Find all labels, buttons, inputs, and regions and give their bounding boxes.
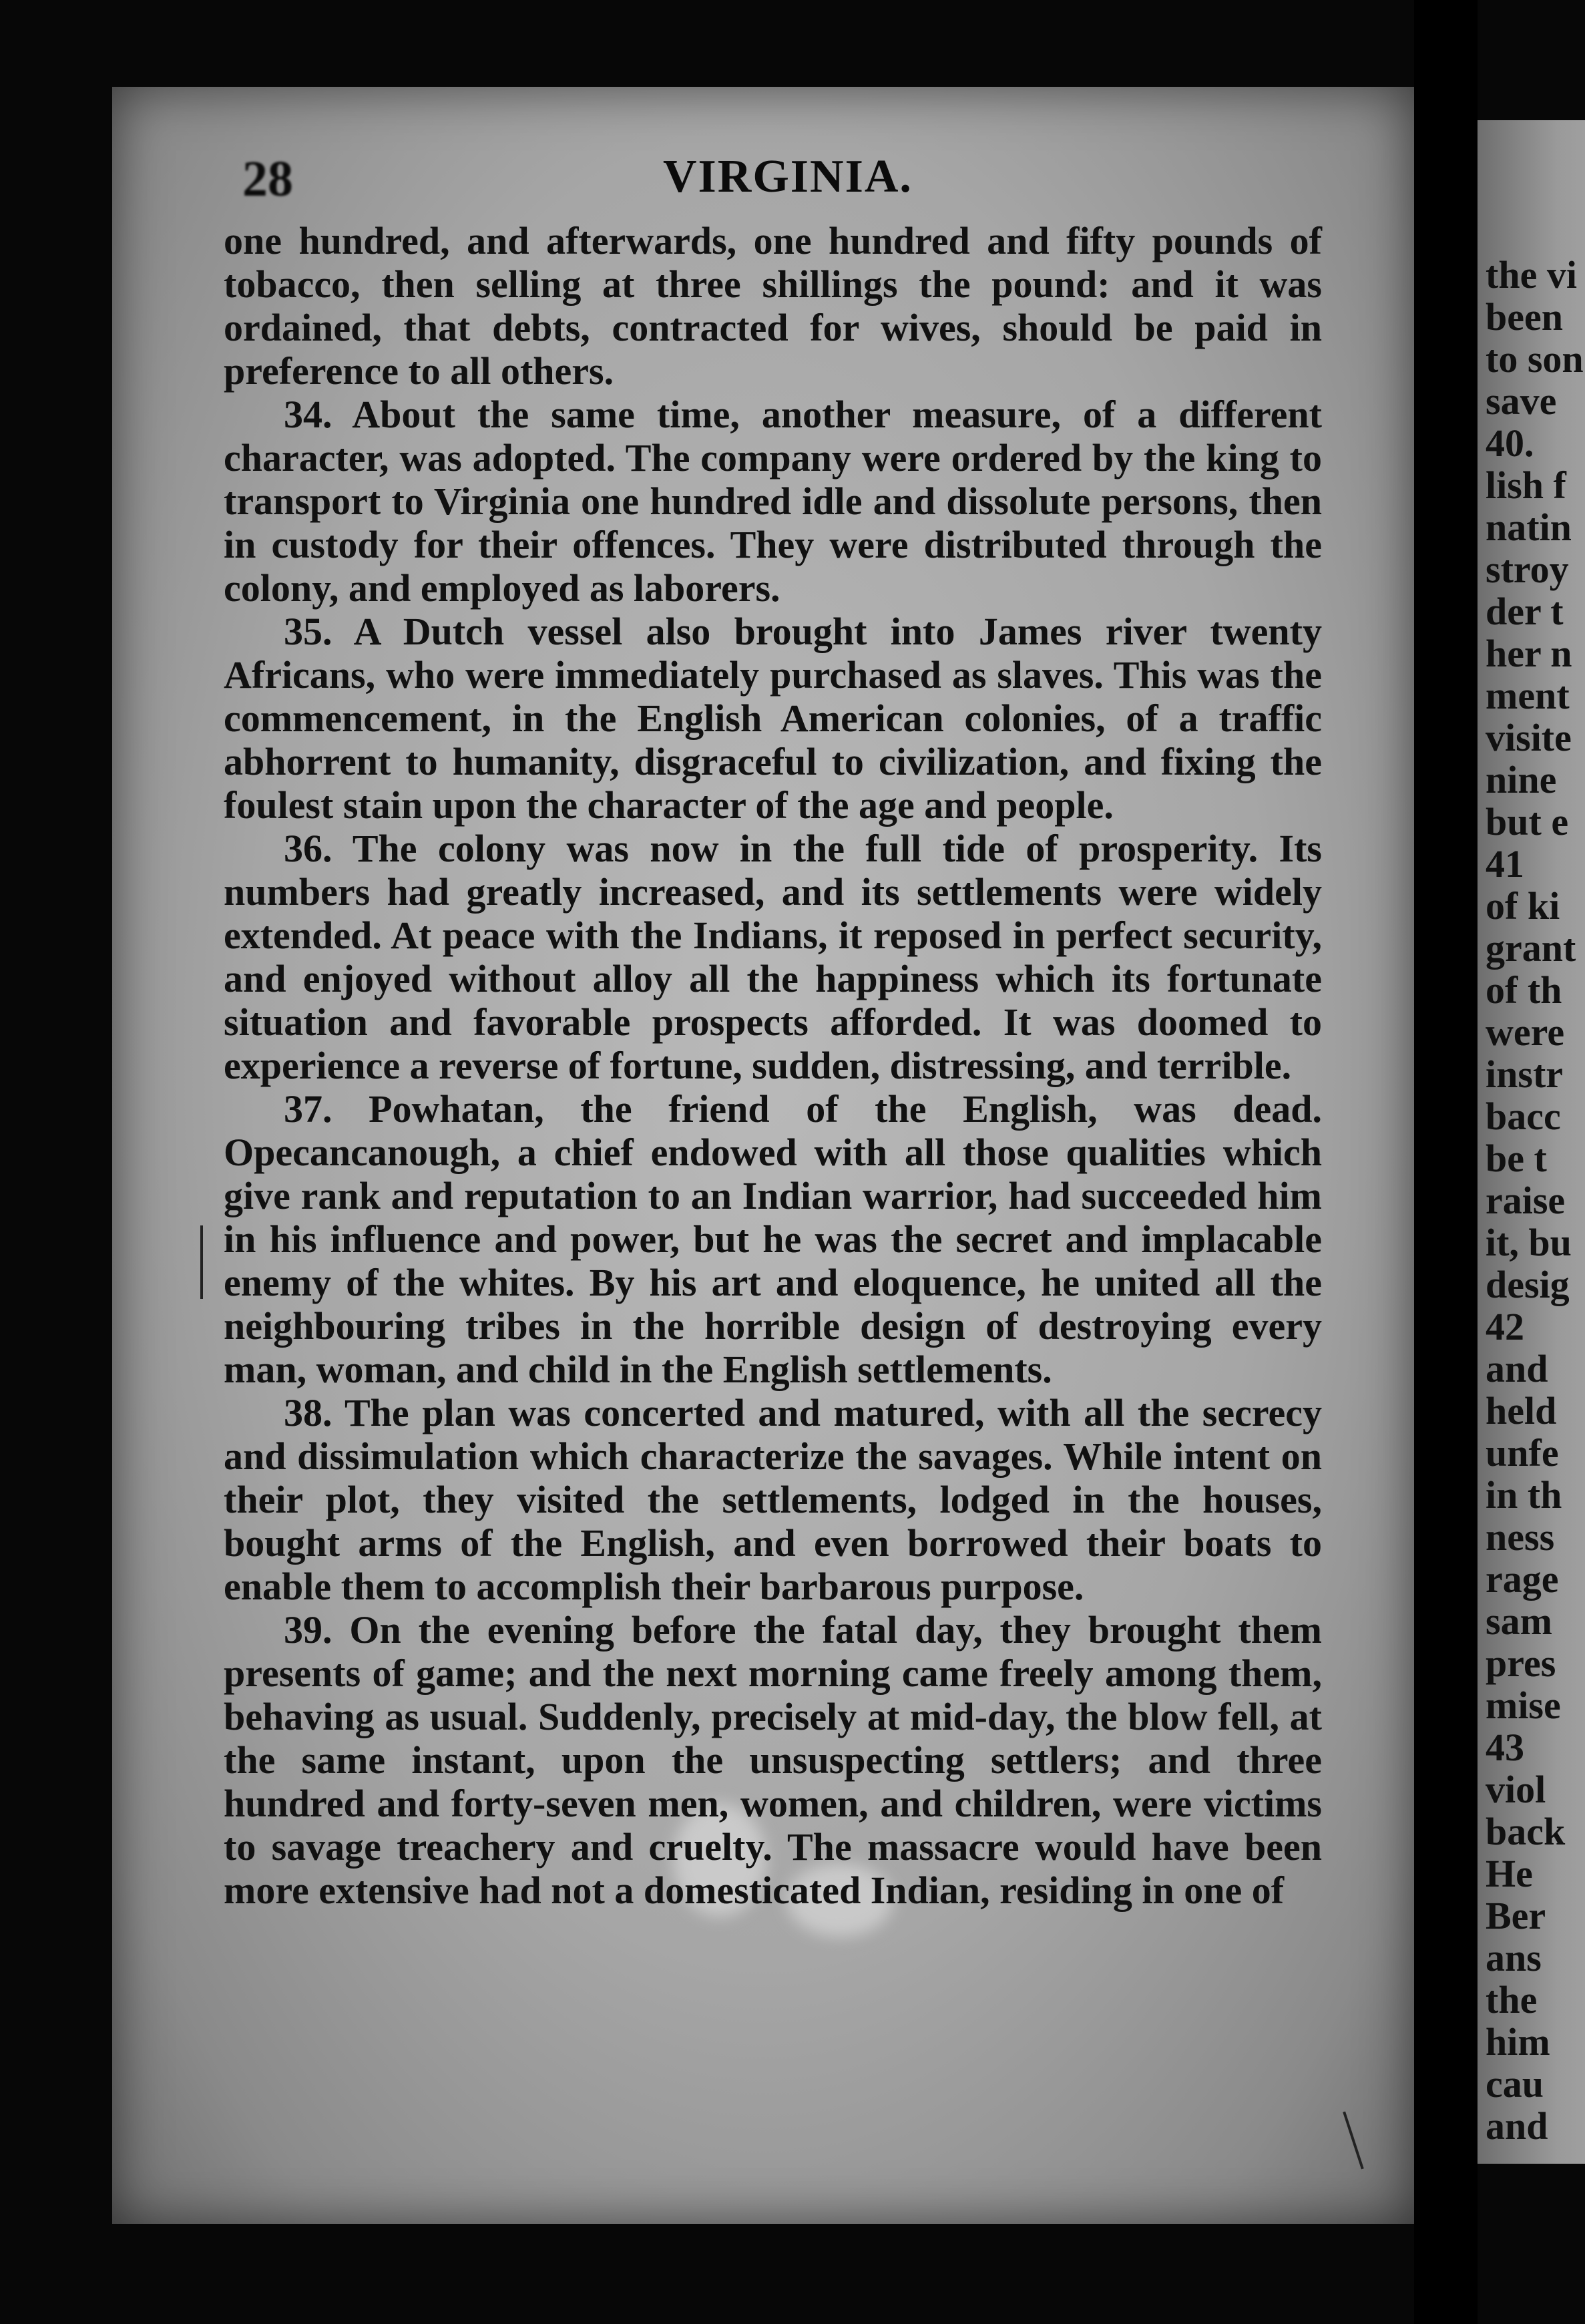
running-head-title: VIRGINIA.: [663, 151, 913, 202]
facing-page-line: of th: [1486, 968, 1562, 1012]
facing-page-line: der t: [1486, 590, 1564, 633]
facing-page-line: nine: [1486, 758, 1557, 801]
facing-page-line: in th: [1486, 1473, 1562, 1517]
facing-page-line: her n: [1486, 632, 1572, 675]
facing-page-line: unfe: [1486, 1431, 1559, 1475]
paragraph-continued: one hundred, and afterwards, one hundred and fifty pounds of tobacco, then selling at three shillings the pound: and it was ordained, that debts, contracted for wives, should be paid in preference to all others.: [224, 219, 1322, 393]
facing-page-line: viol: [1486, 1768, 1546, 1811]
facing-page-line: back: [1486, 1810, 1566, 1853]
facing-page-line: natin: [1486, 506, 1572, 549]
facing-page-line: and: [1486, 1347, 1548, 1390]
paragraph-37: 37. Powhatan, the friend of the English, was dead. Opecancanough, a chief endowed with all those qualities which give rank and reputation to an Indian warrior, had succeeded him in his influence and power, but he was the secret and implacable enemy of the whites. By his art and eloquence, he united all the neighbouring tribes in the horrible design of destroying every man, woman, and child in the English settlements.: [224, 1087, 1322, 1391]
page-number: 28: [242, 151, 293, 207]
facing-page-line: grant: [1486, 926, 1576, 970]
facing-page-line: lish f: [1486, 463, 1566, 507]
facing-page-line: instr: [1486, 1052, 1563, 1096]
facing-page-line: visite: [1486, 716, 1572, 759]
facing-page-line: of ki: [1486, 884, 1560, 928]
paragraph-35: 35. A Dutch vessel also brought into James river twenty Africans, who were immediately purchased as slaves. This was the commencement, in the English American colonies, of a traffic abhorrent to humanity, disgraceful to civilization, and fixing the foulest stain upon the character of the age and people.: [224, 610, 1322, 827]
facing-page-line: cau: [1486, 2062, 1544, 2106]
facing-page-line: He: [1486, 1852, 1533, 1895]
facing-page-line: ness: [1486, 1515, 1555, 1559]
paragraph-34: 34. About the same time, another measure, of a different character, was adopted. The company were ordered by the king to transport to Virginia one hundred idle and dissolute persons, then in custody for their offences. They were distributed through the colony, and employed as laborers.: [224, 393, 1322, 610]
facing-page-line: sam: [1486, 1599, 1552, 1643]
facing-page-line: mise: [1486, 1684, 1561, 1727]
book-gutter: [1414, 0, 1478, 2324]
facing-page-line: him: [1486, 2020, 1550, 2064]
facing-page-line: held: [1486, 1389, 1557, 1432]
facing-page-line: but e: [1486, 800, 1569, 843]
facing-page-line: ment: [1486, 674, 1570, 717]
facing-page-line: 42: [1486, 1305, 1524, 1348]
paragraph-36: 36. The colony was now in the full tide of prosperity. Its numbers had greatly increased, and its settlements were widely extended. At peace with the Indians, it reposed in perfect security, and enjoyed without alloy all the happiness which its fortunate situation and favorable prospects afforded. It was doomed to experience a reverse of fortune, sudden, distressing, and terrible.: [224, 827, 1322, 1087]
facing-page-line: the: [1486, 1978, 1538, 2021]
facing-page-text: [1486, 254, 1584, 2147]
facing-page-line: it, bu: [1486, 1221, 1572, 1264]
facing-page-line: 40.: [1486, 421, 1534, 465]
facing-page-line: raise: [1486, 1179, 1566, 1222]
facing-page-line: the vi: [1486, 253, 1577, 297]
facing-page-line: save: [1486, 379, 1557, 423]
margin-pencil-mark: [200, 1225, 203, 1299]
facing-page-line: Ber: [1486, 1894, 1546, 1937]
facing-page-line: were: [1486, 1010, 1565, 1054]
paragraph-39: 39. On the evening before the fatal day, they brought them presents of game; and the next morning came freely among them, behaving as usual. Suddenly, precisely at mid-day, the blow fell, at the same instant, upon the unsuspecting settlers; and three hundred and forty-seven men, women, and children, were victims to savage treachery and cruelty. The massacre would have been more extensive had not a domesticated Indian, residing in one of: [224, 1608, 1322, 1912]
facing-page-line: stroy: [1486, 548, 1569, 591]
facing-page-line: bacc: [1486, 1095, 1561, 1138]
facing-page-line: be t: [1486, 1137, 1547, 1180]
facing-page-line: 41: [1486, 842, 1524, 886]
facing-page-line: rage: [1486, 1557, 1559, 1601]
facing-page-line: ans: [1486, 1936, 1542, 1979]
paragraph-38: 38. The plan was concerted and matured, with all the secrecy and dissimulation which characterize the savages. While intent on their plot, they visited the settlements, lodged in the houses, bought arms of the English, and even borrowed their boats to enable them to accomplish their barbarous purpose.: [224, 1391, 1322, 1608]
facing-page-line: to son: [1486, 337, 1584, 381]
facing-page-line: 43: [1486, 1726, 1524, 1769]
facing-page-edge: [1478, 120, 1585, 2164]
facing-page-line: pres: [1486, 1641, 1556, 1685]
page-body-text: [224, 219, 1322, 1912]
facing-page-line: been: [1486, 295, 1563, 339]
facing-page-line: and: [1486, 2104, 1548, 2148]
facing-page-line: desig: [1486, 1263, 1570, 1306]
